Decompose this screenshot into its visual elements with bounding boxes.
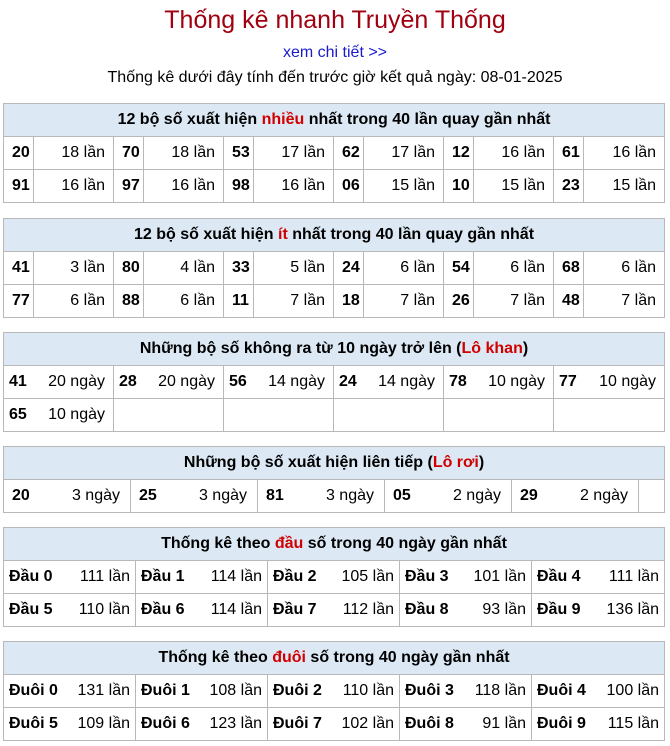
number-cell: 54	[444, 252, 474, 285]
empty-cell	[444, 399, 554, 432]
number-cell: 48	[554, 285, 584, 318]
dau-cell: Đầu 6 114 lần	[136, 594, 268, 627]
dau-cell: Đầu 8 93 lần	[400, 594, 532, 627]
dau-cell: Đầu 1 114 lần	[136, 561, 268, 594]
dau-cell: Đầu 0 111 lần	[4, 561, 136, 594]
count-cell: 16 lần	[34, 170, 114, 203]
table-row	[4, 252, 665, 285]
number-cell: 97	[114, 170, 144, 203]
least-frequent-title: 12 bộ số xuất hiện ít nhất trong 40 lần quay gần nhất	[4, 219, 665, 252]
count-cell: 6 lần	[474, 252, 554, 285]
number-cell: 18	[334, 285, 364, 318]
count-cell: 4 lần	[144, 252, 224, 285]
count-cell: 7 lần	[584, 285, 665, 318]
lo-khan-cell: 24 14 ngày	[334, 366, 444, 399]
dau-cell: Đầu 4 111 lần	[532, 561, 665, 594]
number-cell: 24	[334, 252, 364, 285]
number-cell: 70	[114, 137, 144, 170]
duoi-cell: Đuôi 9 115 lần	[532, 708, 665, 741]
duoi-cell: Đuôi 5 109 lần	[4, 708, 136, 741]
dau-cell: Đầu 9 136 lần	[532, 594, 665, 627]
empty-cell	[224, 399, 334, 432]
lo-khan-cell: 28 20 ngày	[114, 366, 224, 399]
page-subtitle: Thống kê dưới đây tính đến trước giờ kết quả ngày: 08-01-2025	[107, 69, 563, 86]
count-cell: 6 lần	[34, 285, 114, 318]
duoi-cell: Đuôi 3 118 lần	[400, 675, 532, 708]
count-cell: 17 lần	[364, 137, 444, 170]
dau-title: Thống kê theo đầu số trong 40 ngày gần nhất	[4, 528, 665, 561]
lo-roi-cell: 29 2 ngày	[512, 480, 639, 513]
number-cell: 23	[554, 170, 584, 203]
most-frequent-title: 12 bộ số xuất hiện nhiều nhất trong 40 lần quay gần nhất	[4, 104, 665, 137]
count-cell: 16 lần	[254, 170, 334, 203]
lo-khan-table	[3, 332, 665, 432]
number-cell: 20	[4, 137, 34, 170]
count-cell: 15 lần	[364, 170, 444, 203]
count-cell: 6 lần	[584, 252, 665, 285]
page-title: Thống kê nhanh Truyền Thống	[164, 6, 506, 34]
duoi-title: Thống kê theo đuôi số trong 40 ngày gần nhất	[4, 642, 665, 675]
dau-cell: Đầu 5 110 lần	[4, 594, 136, 627]
duoi-cell: Đuôi 8 91 lần	[400, 708, 532, 741]
duoi-cell: Đuôi 1 108 lần	[136, 675, 268, 708]
duoi-table	[3, 641, 665, 741]
number-cell: 62	[334, 137, 364, 170]
number-cell: 91	[4, 170, 34, 203]
count-cell: 7 lần	[474, 285, 554, 318]
dau-cell: Đầu 7 112 lần	[268, 594, 400, 627]
duoi-cell: Đuôi 2 110 lần	[268, 675, 400, 708]
count-cell: 16 lần	[584, 137, 665, 170]
count-cell: 6 lần	[364, 252, 444, 285]
lo-roi-cell: 20 3 ngày	[4, 480, 131, 513]
count-cell: 18 lần	[34, 137, 114, 170]
table-row	[4, 708, 665, 741]
table-row	[4, 285, 665, 318]
lo-roi-table	[3, 446, 665, 513]
count-cell: 15 lần	[474, 170, 554, 203]
count-cell: 15 lần	[584, 170, 665, 203]
empty-cell	[554, 399, 665, 432]
count-cell: 16 lần	[474, 137, 554, 170]
table-row	[4, 480, 665, 513]
duoi-cell: Đuôi 7 102 lần	[268, 708, 400, 741]
dau-cell: Đầu 3 101 lần	[400, 561, 532, 594]
number-cell: 06	[334, 170, 364, 203]
table-row	[4, 366, 665, 399]
table-row	[4, 399, 665, 432]
number-cell: 10	[444, 170, 474, 203]
dau-cell: Đầu 2 105 lần	[268, 561, 400, 594]
lo-khan-cell: 65 10 ngày	[4, 399, 114, 432]
number-cell: 11	[224, 285, 254, 318]
table-row	[4, 561, 665, 594]
lo-khan-cell: 41 20 ngày	[4, 366, 114, 399]
count-cell: 17 lần	[254, 137, 334, 170]
count-cell: 3 lần	[34, 252, 114, 285]
number-cell: 61	[554, 137, 584, 170]
lo-khan-cell: 56 14 ngày	[224, 366, 334, 399]
number-cell: 41	[4, 252, 34, 285]
number-cell: 26	[444, 285, 474, 318]
lo-khan-cell: 77 10 ngày	[554, 366, 665, 399]
count-cell: 7 lần	[254, 285, 334, 318]
lo-roi-cell: 05 2 ngày	[385, 480, 512, 513]
least-frequent-table	[3, 218, 665, 318]
empty-cell	[334, 399, 444, 432]
number-cell: 80	[114, 252, 144, 285]
number-cell: 77	[4, 285, 34, 318]
duoi-cell: Đuôi 6 123 lần	[136, 708, 268, 741]
count-cell: 5 lần	[254, 252, 334, 285]
number-cell: 53	[224, 137, 254, 170]
table-row	[4, 675, 665, 708]
count-cell: 6 lần	[144, 285, 224, 318]
duoi-cell: Đuôi 0 131 lần	[4, 675, 136, 708]
number-cell: 88	[114, 285, 144, 318]
lo-khan-cell: 78 10 ngày	[444, 366, 554, 399]
lo-khan-title: Những bộ số không ra từ 10 ngày trở lên (Lô khan)	[4, 333, 665, 366]
empty-cell	[114, 399, 224, 432]
table-row	[4, 594, 665, 627]
table-row	[4, 170, 665, 203]
number-cell: 12	[444, 137, 474, 170]
empty-cell	[639, 480, 665, 513]
count-cell: 7 lần	[364, 285, 444, 318]
most-frequent-table	[3, 103, 665, 203]
count-cell: 16 lần	[144, 170, 224, 203]
lo-roi-cell: 25 3 ngày	[131, 480, 258, 513]
dau-table	[3, 527, 665, 627]
count-cell: 18 lần	[144, 137, 224, 170]
details-link[interactable]: xem chi tiết >>	[282, 44, 388, 61]
lo-roi-title: Những bộ số xuất hiện liên tiếp (Lô rơi)	[4, 447, 665, 480]
number-cell: 98	[224, 170, 254, 203]
table-row	[4, 137, 665, 170]
lo-roi-cell: 81 3 ngày	[258, 480, 385, 513]
duoi-cell: Đuôi 4 100 lần	[532, 675, 665, 708]
number-cell: 33	[224, 252, 254, 285]
number-cell: 68	[554, 252, 584, 285]
